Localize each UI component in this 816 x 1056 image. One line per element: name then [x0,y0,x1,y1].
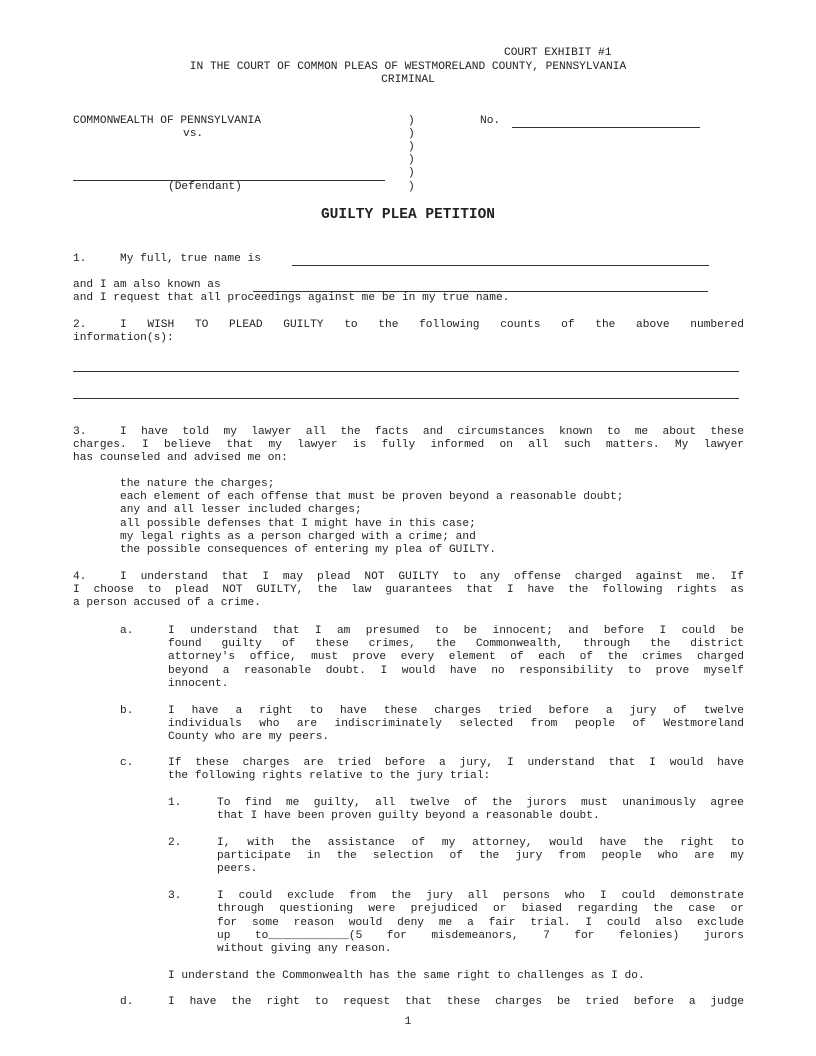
counts-line-1[interactable] [73,371,739,372]
item-c-label: c. [120,757,134,769]
court-name: IN THE COURT OF COMMON PLEAS OF WESTMORELAND COUNTY, PENNSYLVANIA [189,61,627,73]
item-a-line: innocent. [168,678,229,690]
item-b-line: individuals who are indiscriminately selected from people of Westmoreland [168,718,744,730]
item-b-line: County who are my peers. [168,731,330,743]
sub-2-line: participate in the selection of the jury from people who are my [217,850,744,862]
item-c-line: If these charges are tried before a jury, I understand that I would have [168,757,744,769]
sub-2-line: peers. [217,863,258,875]
para-4-line-3: a person accused of a crime. [73,597,261,609]
item-a-line: beyond a reasonable doubt. I would have no responsibility to prove myself [168,665,744,677]
para-3-line-3: has counseled and advised me on: [73,452,288,464]
caption-paren: ) [408,115,415,127]
defendant-label: (Defendant) [168,181,242,193]
case-number-line[interactable] [512,127,700,128]
sub-3-line: I could exclude from the jury all persons who I could demonstrate [217,890,744,902]
full-name-label: My full, true name is [120,253,261,265]
counts-line-2[interactable] [73,398,739,399]
versus-label: vs. [183,128,204,140]
counsel-item: any and all lesser included charges; [120,504,362,516]
para-4-line-2: I choose to plead NOT GUILTY, the law guarantees that I have the following rights as [73,584,744,596]
counsel-item: the possible consequences of entering my plea of GUILTY. [120,544,496,556]
item-d-label: d. [120,996,134,1008]
para-1-number: 1. [73,253,87,265]
sub-3-line: without giving any reason. [217,943,392,955]
court-exhibit-label: COURT EXHIBIT #1 [504,47,612,59]
counsel-item: each element of each offense that must be proven beyond a reasonable doubt; [120,491,624,503]
true-name-request: and I request that all proceedings against me be in my true name. [73,292,510,304]
caption-paren: ) [408,181,415,193]
counsel-item: all possible defenses that I might have in this case; [120,518,476,530]
aka-label: and I am also known as [73,279,221,291]
item-c-line: the following rights relative to the jury trial: [168,770,491,782]
challenges-note: I understand the Commonwealth has the same right to challenges as I do. [168,970,645,982]
court-division: CRIMINAL [381,74,435,86]
sub-1-label: 1. [168,797,182,809]
full-name-line[interactable] [292,265,709,266]
para-4-line-1: I understand that I may plead NOT GUILTY to any offense charged against me. If [120,571,744,583]
sub-3-label: 3. [168,890,182,902]
item-b-label: b. [120,705,134,717]
document-title: GUILTY PLEA PETITION [320,207,496,223]
para-2-line-1: I WISH TO PLEAD GUILTY to the following counts of the above numbered [120,319,744,331]
item-a-line: found guilty of these crimes, the Commonwealth, through the district [168,638,744,650]
item-d-line: I have the right to request that these charges be tried before a judge [168,996,744,1008]
item-a-label: a. [120,625,134,637]
sub-1-line: To find me guilty, all twelve of the jurors must unanimously agree [217,797,744,809]
caption-paren: ) [408,154,415,166]
counsel-item: my legal rights as a person charged with a crime; and [120,531,476,543]
caption-paren: ) [408,167,415,179]
sub-2-label: 2. [168,837,182,849]
page-number: 1 [404,1016,412,1028]
para-4-number: 4. [73,571,87,583]
para-2-number: 2. [73,319,87,331]
caption-paren: ) [408,141,415,153]
para-3-line-1: I have told my lawyer all the facts and circumstances known to me about these [120,426,744,438]
sub-2-line: I, with the assistance of my attorney, would have the right to [217,837,744,849]
item-a-line: I understand that I am presumed to be innocent; and before I could be [168,625,744,637]
para-3-line-2: charges. I believe that my lawyer is fully informed on all such matters. My lawyer [73,439,744,451]
para-2-line-2: information(s): [73,332,174,344]
para-3-number: 3. [73,426,87,438]
item-a-line: attorney's office, must prove every element of each of the crimes charged [168,651,744,663]
counsel-item: the nature the charges; [120,478,275,490]
item-b-line: I have a right to have these charges tried before a jury of twelve [168,705,744,717]
sub-3-line: for some reason would deny me a fair trial. I could also exclude [217,917,744,929]
plaintiff-name: COMMONWEALTH OF PENNSYLVANIA [73,115,261,127]
caption-paren: ) [408,128,415,140]
sub-3-line-peremptory: up to____________(5 for misdemeanors, 7 for felonies) jurors [217,930,744,942]
sub-1-line: that I have been proven guilty beyond a reasonable doubt. [217,810,600,822]
case-number-label: No. [480,115,501,127]
sub-3-line: through questioning were prejudiced or biased regarding the case or [217,903,744,915]
